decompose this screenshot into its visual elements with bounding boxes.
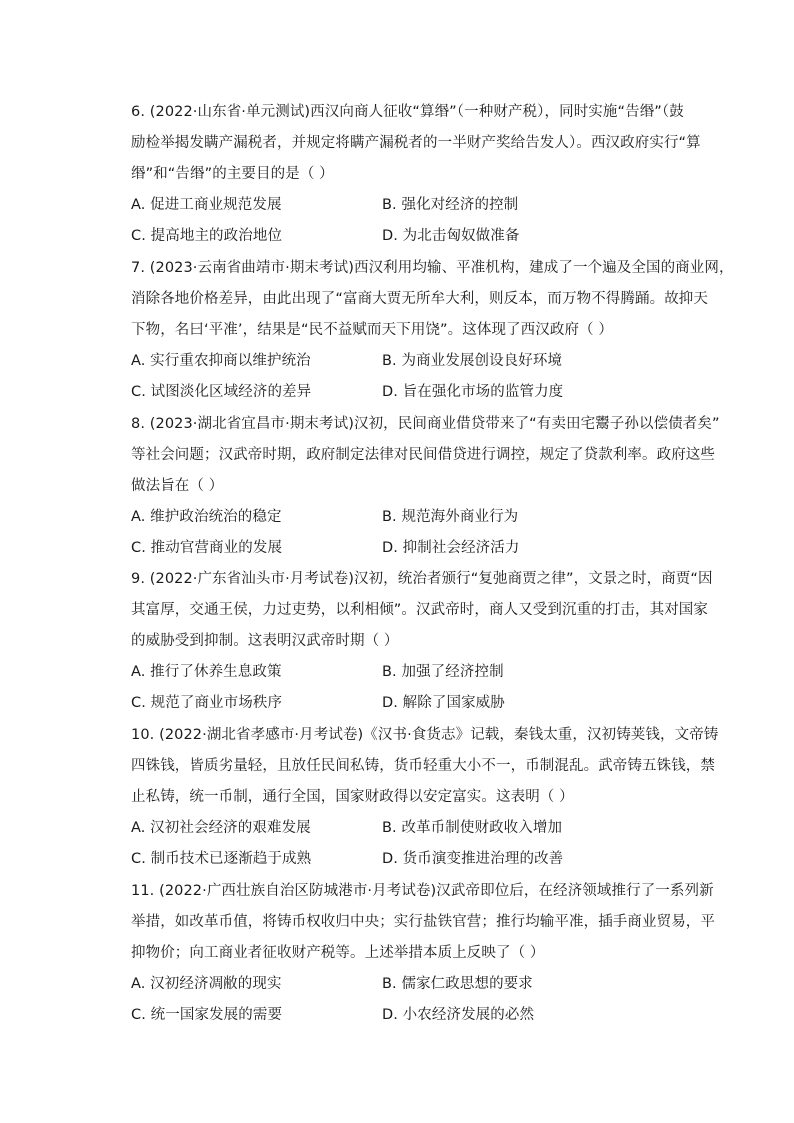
option-b[interactable]: B. 为商业发展创设良好环境 — [382, 353, 563, 369]
question-text-line: 10. (2022·湖北省孝感市·月考试卷)《汉书·食货志》记载，秦钱太重，汉初铸荚钱，文帝铸 — [131, 727, 719, 743]
question-text-line: 等社会问题；汉武帝时期，政府制定法律对民间借贷进行调控，规定了贷款利率。政府这些 — [131, 447, 715, 463]
question-text-line: 缗”和“告缗”的主要目的是（ ） — [131, 166, 334, 182]
option-c[interactable]: C. 推动官营商业的发展 — [131, 540, 283, 556]
question-text-line: 9. (2022·广东省汕头市·月考试卷)汉初，统治者颁行“复弛商贾之律”，文景之时，商贾“因 — [131, 571, 713, 587]
question-text-line: 下物，名曰‘平准’，结果是“民不益赋而天下用饶”。这体现了西汉政府（ ） — [131, 322, 613, 338]
option-c[interactable]: C. 提高地主的政治地位 — [131, 228, 283, 244]
question-text-line: 励检举揭发瞒产漏税者，并规定将瞒产漏税者的一半财产奖给告发人）。西汉政府实行“算 — [131, 135, 701, 151]
question-text-line: 7. (2023·云南省曲靖市·期末考试)西汉利用均输、平准机构，建成了一个遍及全国的商业网， — [131, 260, 734, 276]
question-text-line: 做法旨在（ ） — [131, 478, 224, 494]
question-text-line: 6. (2022·山东省·单元测试)西汉向商人征收“算缗”（一种财产税），同时实施“告缗”（鼓 — [131, 104, 684, 120]
question-11 — [131, 876, 715, 1031]
options-row — [131, 346, 691, 377]
options-row — [131, 533, 691, 564]
option-a[interactable]: A. 推行了休养生息政策 — [131, 664, 282, 680]
option-a[interactable]: A. 促进工商业规范发展 — [131, 197, 282, 213]
option-b[interactable]: B. 规范海外商业行为 — [382, 509, 519, 525]
question-text-line: 消除各地价格差异，由此出现了“富商大贾无所牟大利，则反本，而万物不得腾踊。故抑天 — [131, 291, 709, 307]
question-text-line: 抑物价；向工商业者征收财产税等。上述举措本质上反映了（ ） — [131, 945, 545, 961]
question-10 — [131, 720, 719, 875]
option-b[interactable]: B. 儒家仁政思想的要求 — [382, 976, 533, 992]
option-c[interactable]: C. 规范了商业市场秩序 — [131, 695, 283, 711]
question-text-line: 止私铸，统一币制，通行全国，国家财政得以安定富实。这表明（ ） — [131, 789, 574, 805]
options-row — [131, 969, 691, 1000]
question-text-line: 举措，如改革币值，将铸币权收归中央；实行盐铁官营；推行均输平准，插手商业贸易，平 — [131, 914, 715, 930]
options-row — [131, 688, 691, 719]
question-text-line: 11. (2022·广西壮族自治区防城港市·月考试卷)汉武帝即位后，在经济领域推行了一系列新 — [131, 883, 714, 899]
option-d[interactable]: D. 解除了国家威胁 — [382, 695, 505, 711]
option-a[interactable]: A. 实行重农抑商以维护统治 — [131, 353, 311, 369]
options-row — [131, 190, 691, 221]
options-row — [131, 657, 691, 688]
options-row — [131, 221, 691, 252]
option-b[interactable]: B. 强化对经济的控制 — [382, 197, 519, 213]
options-row — [131, 844, 691, 875]
options-row — [131, 502, 691, 533]
question-text-line: 其富厚，交通王侯，力过吏势，以利相倾”。汉武帝时，商人又受到沉重的打击，其对国家 — [131, 602, 709, 618]
option-d[interactable]: D. 货币演变推进治理的改善 — [382, 851, 564, 867]
options-row — [131, 813, 691, 844]
question-text-line: 8. (2023·湖北省宜昌市·期末考试)汉初，民间商业借贷带来了“有卖田宅鬻子孙以偿债者矣” — [131, 416, 720, 432]
option-d[interactable]: D. 旨在强化市场的监管力度 — [382, 384, 564, 400]
option-d[interactable]: D. 为北击匈奴做准备 — [382, 228, 520, 244]
option-a[interactable]: A. 维护政治统治的稳定 — [131, 509, 282, 525]
option-a[interactable]: A. 汉初经济凋敝的现实 — [131, 976, 282, 992]
option-a[interactable]: A. 汉初社会经济的艰难发展 — [131, 820, 311, 836]
question-8 — [131, 409, 720, 564]
option-d[interactable]: D. 小农经济发展的必然 — [382, 1007, 535, 1023]
options-row — [131, 377, 691, 408]
option-d[interactable]: D. 抑制社会经济活力 — [382, 540, 520, 556]
option-c[interactable]: C. 统一国家发展的需要 — [131, 1007, 283, 1023]
option-b[interactable]: B. 改革币制使财政收入增加 — [382, 820, 563, 836]
question-6 — [131, 97, 701, 252]
option-c[interactable]: C. 试图淡化区域经济的差异 — [131, 384, 312, 400]
options-row — [131, 1000, 691, 1031]
question-7 — [131, 253, 734, 408]
question-9 — [131, 564, 713, 719]
option-c[interactable]: C. 制币技术已逐渐趋于成熟 — [131, 851, 312, 867]
option-b[interactable]: B. 加强了经济控制 — [382, 664, 504, 680]
question-text-line: 四铢钱，皆质劣量轻，且放任民间私铸，货币轻重大小不一，币制混乱。武帝铸五铢钱，禁 — [131, 758, 715, 774]
question-text-line: 的威胁受到抑制。这表明汉武帝时期（ ） — [131, 633, 399, 649]
